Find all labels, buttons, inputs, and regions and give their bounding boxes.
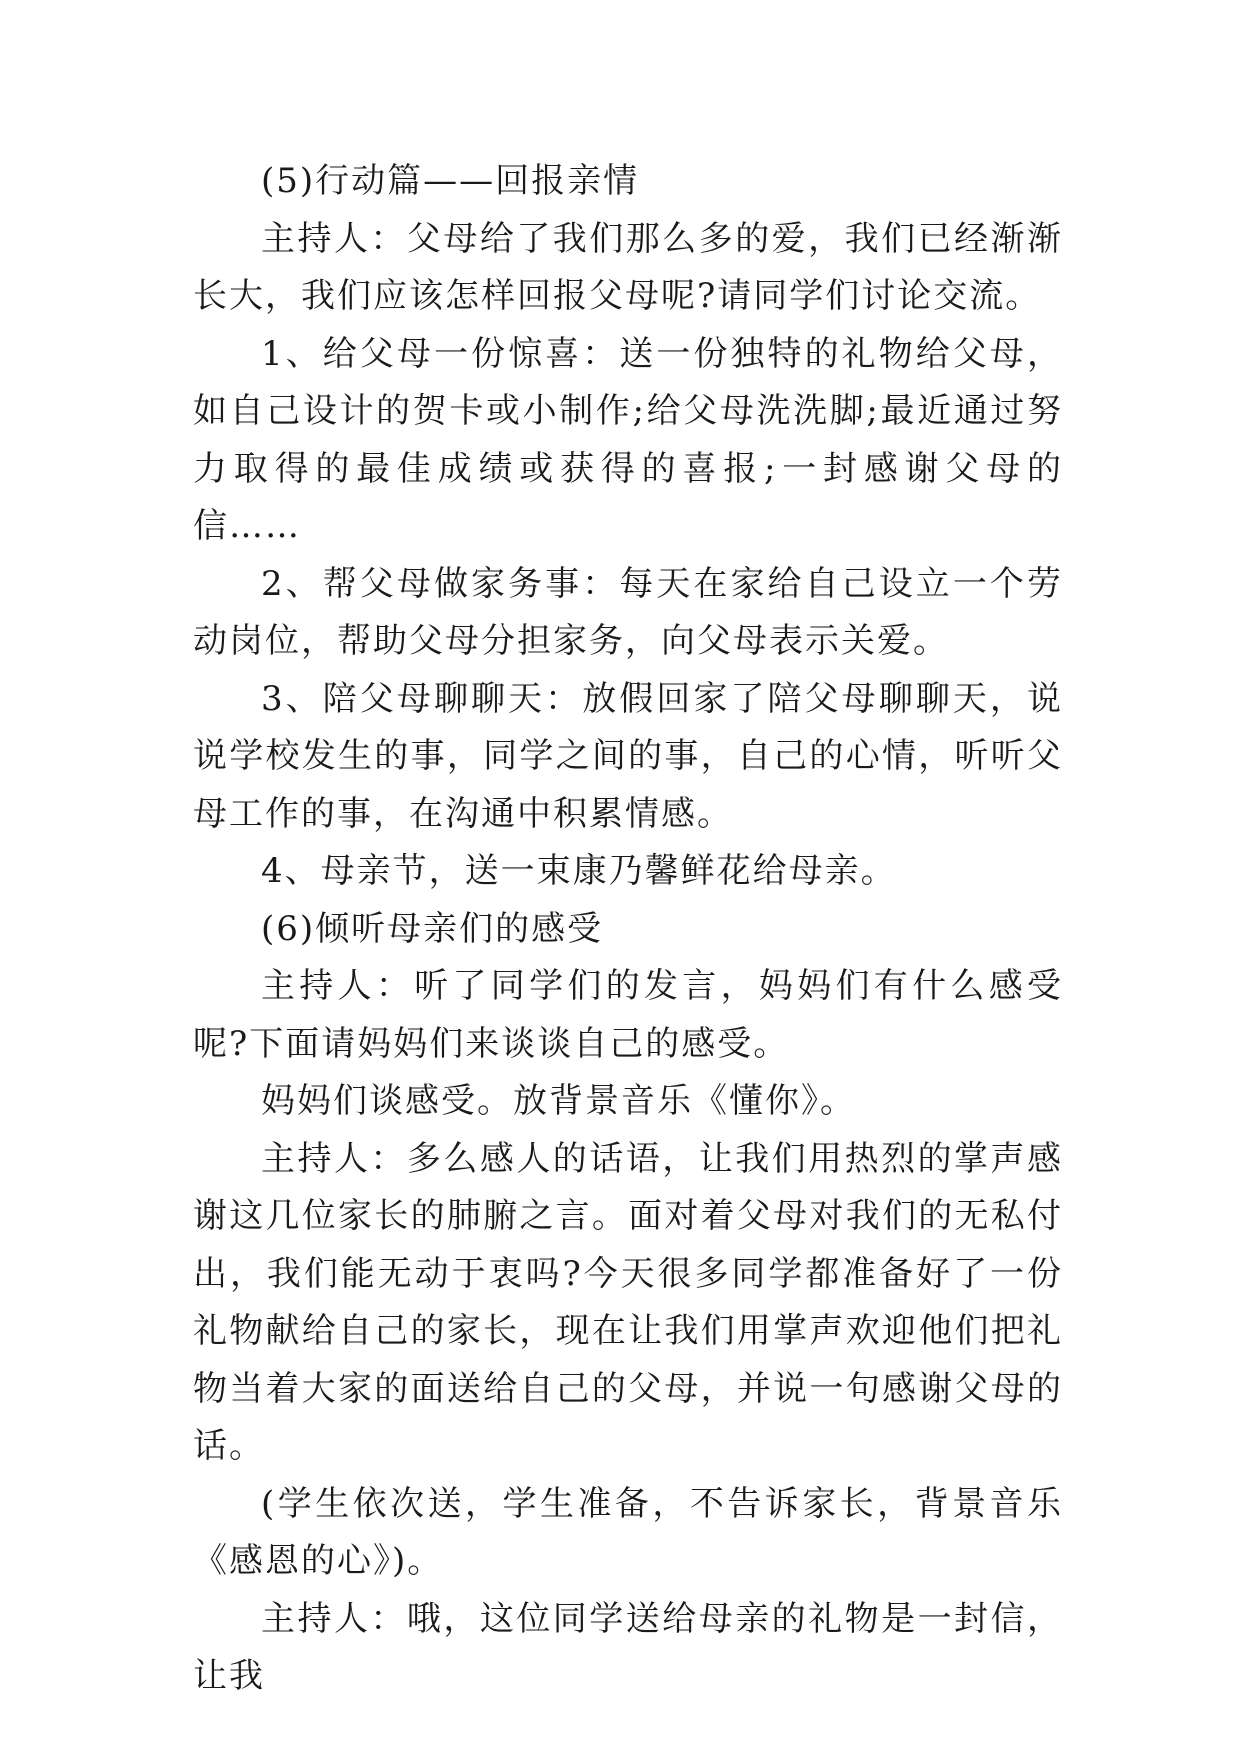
list-item-surprise: 1、给父母一份惊喜：送一份独特的礼物给父母，如自己设计的贺卡或小制作;给父母洗洗脚;最近通过努力取得的最佳成绩或获得的喜报;一封感谢父母的信……: [193, 333, 1063, 546]
section-heading-action: (5)行动篇——回报亲情: [261, 161, 640, 201]
list-item-mothers-day: 4、母亲节，送一束康乃馨鲜花给母亲。: [261, 851, 897, 891]
list-item-chat: 3、陪父母聊聊天：放假回家了陪父母聊聊天，说说学校发生的事，同学之间的事，自己的心情，听听父母工作的事，在沟通中积累情感。: [193, 678, 1063, 834]
host-paragraph: 主持人：父母给了我们那么多的爱，我们已经渐渐长大，我们应该怎样回报父母呢?请同学们讨论交流。: [193, 218, 1063, 316]
host-paragraph: 主持人：多么感人的话语，让我们用热烈的掌声感谢这几位家长的肺腑之言。面对着父母对我们的无私付出，我们能无动于衷吗?今天很多同学都准备好了一份礼物献给自己的家长，现在让我们用掌声欢迎他们把礼物当着大家的面送给自己的父母，并说一句感谢父母的话。: [193, 1138, 1063, 1466]
body-paragraph: 妈妈们谈感受。放背景音乐《懂你》。: [261, 1081, 856, 1121]
section-heading-mothers: (6)倾听母亲们的感受: [261, 908, 604, 949]
list-item-housework: 2、帮父母做家务事：每天在家给自己设立一个劳动岗位，帮助父母分担家务，向父母表示关爱。: [193, 563, 1063, 661]
document-body: [193, 153, 1063, 1706]
stage-note-paragraph: (学生依次送，学生准备，不告诉家长，背景音乐《感恩的心》)。: [193, 1483, 1063, 1581]
host-paragraph: 主持人：听了同学们的发言，妈妈们有什么感受呢?下面请妈妈们来谈谈自己的感受。: [193, 966, 1063, 1064]
host-paragraph: 主持人：哦，这位同学送给母亲的礼物是一封信，让我: [193, 1598, 1063, 1696]
